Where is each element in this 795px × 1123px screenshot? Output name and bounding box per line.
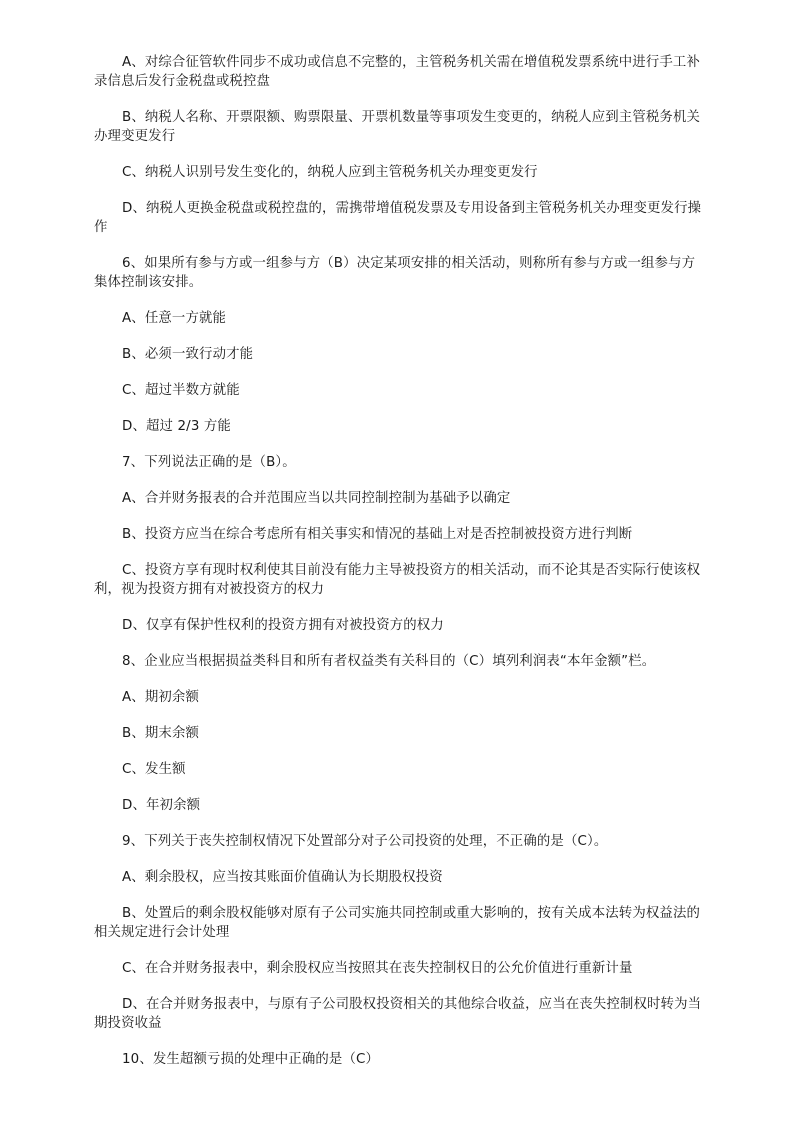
- option-a-paragraph: A、对综合征管软件同步不成功或信息不完整的，主管税务机关需在增值税发票系统中进行手工补录信息后发行金税盘或税控盘: [94, 55, 701, 89]
- q7-option-a: A、合并财务报表的合并范围应当以共同控制控制为基础予以确定: [122, 491, 511, 506]
- question-7: 7、下列说法正确的是（B）。: [122, 455, 296, 470]
- q7-option-b: B、投资方应当在综合考虑所有相关事实和情况的基础上对是否控制被投资方进行判断: [122, 527, 633, 542]
- q7-option-c: C、投资方享有现时权利使其目前没有能力主导被投资方的相关活动，而不论其是否实际行使该权利，视为投资方拥有对被投资方的权力: [94, 563, 701, 597]
- question-10: 10、发生超额亏损的处理中正确的是（C）: [122, 1052, 380, 1067]
- q9-option-d: D、在合并财务报表中，与原有子公司股权投资相关的其他综合收益，应当在丧失控制权时转为当期投资收益: [94, 997, 702, 1031]
- q6-option-b: B、必须一致行动才能: [122, 347, 254, 362]
- q8-option-b: B、期末余额: [122, 726, 200, 741]
- q9-option-b: B、处置后的剩余股权能够对原有子公司实施共同控制或重大影响的，按有关成本法转为权益法的相关规定进行会计处理: [94, 906, 701, 940]
- q8-option-a: A、期初余额: [122, 690, 200, 705]
- q6-option-a: A、任意一方就能: [122, 311, 227, 326]
- q6-option-d: D、超过 2/3 方能: [122, 419, 231, 434]
- q9-option-c: C、在合并财务报表中，剩余股权应当按照其在丧失控制权日的公允价值进行重新计量: [122, 961, 633, 976]
- q7-option-d: D、仅享有保护性权利的投资方拥有对被投资方的权力: [122, 618, 444, 633]
- q8-option-d: D、年初余额: [122, 798, 201, 813]
- q6-option-c: C、超过半数方就能: [122, 383, 240, 398]
- option-c-paragraph: C、纳税人识别号发生变化的，纳税人应到主管税务机关办理变更发行: [122, 165, 538, 180]
- question-9: 9、下列关于丧失控制权情况下处置部分对子公司投资的处理，不正确的是（C）。: [122, 834, 608, 849]
- q8-option-c: C、发生额: [122, 762, 186, 777]
- q9-option-a: A、剩余股权，应当按其账面价值确认为长期股权投资: [122, 870, 443, 885]
- option-d-paragraph: D、纳税人更换金税盘或税控盘的，需携带增值税发票及专用设备到主管税务机关办理变更发行操作: [94, 201, 702, 235]
- question-8: 8、企业应当根据损益类科目和所有者权益类有关科目的（C）填列利润表“本年金额”栏。: [122, 654, 656, 669]
- document-page: [94, 53, 704, 1069]
- option-b-paragraph: B、纳税人名称、开票限额、购票限量、开票机数量等事项发生变更的，纳税人应到主管税务机关办理变更发行: [94, 110, 701, 144]
- question-6: 6、如果所有参与方或一组参与方（B）决定某项安排的相关活动，则称所有参与方或一组参与方集体控制该安排。: [94, 256, 696, 290]
